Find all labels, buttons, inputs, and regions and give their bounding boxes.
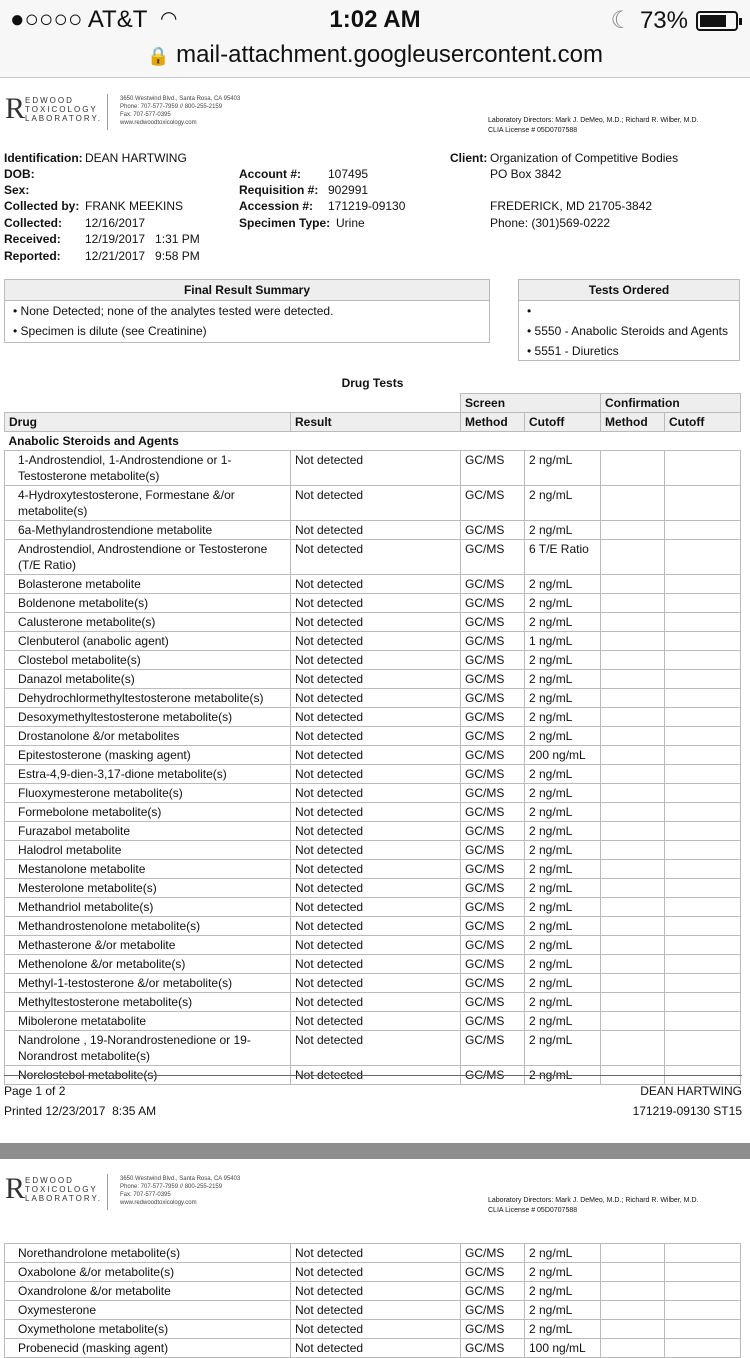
table-row [5, 521, 741, 540]
screen-cutoff: 2 ng/mL [525, 1301, 601, 1320]
screen-method: GC/MS [461, 708, 525, 727]
screen-method: GC/MS [461, 879, 525, 898]
screen-cutoff: 2 ng/mL [525, 727, 601, 746]
drug-result: Not detected [291, 1320, 461, 1339]
confirm-cutoff [665, 936, 741, 955]
drug-name: Androstendiol, Androstendione or Testosterone (T/E Ratio) [5, 540, 291, 575]
screen-cutoff: 2 ng/mL [525, 1320, 601, 1339]
table-row [5, 1244, 741, 1263]
confirm-method [601, 917, 665, 936]
battery-icon [696, 11, 738, 31]
pdf-document[interactable] [0, 79, 750, 1355]
drug-result: Not detected [291, 1244, 461, 1263]
confirm-method [601, 521, 665, 540]
drug-results-table [4, 393, 741, 1085]
screen-method: GC/MS [461, 1339, 525, 1358]
col-screen-cutoff: Cutoff [525, 413, 601, 432]
col-confirm-method: Method [601, 413, 665, 432]
drug-result: Not detected [291, 841, 461, 860]
confirm-method [601, 1263, 665, 1282]
confirm-method [601, 689, 665, 708]
screen-cutoff: 2 ng/mL [525, 974, 601, 993]
screen-method: GC/MS [461, 841, 525, 860]
screen-method: GC/MS [461, 1320, 525, 1339]
drug-result: Not detected [291, 879, 461, 898]
screen-method: GC/MS [461, 746, 525, 765]
table-row [5, 689, 741, 708]
screen-cutoff: 2 ng/mL [525, 898, 601, 917]
lab-directors: Laboratory Directors: Mark J. DeMeo, M.D.; Richard R. Wilber, M.D. CLIA License # 05D0707588 [488, 1197, 699, 1214]
drug-name: 4-Hydroxytestosterone, Formestane &/or metabolite(s) [5, 486, 291, 521]
confirm-method [601, 898, 665, 917]
drug-result: Not detected [291, 955, 461, 974]
screen-method: GC/MS [461, 1244, 525, 1263]
wifi-icon: ◠ [160, 8, 178, 30]
drug-name: Norclostebol metabolite(s) [5, 1066, 291, 1085]
table-row [5, 575, 741, 594]
confirm-method [601, 955, 665, 974]
screen-cutoff: 2 ng/mL [525, 521, 601, 540]
confirm-cutoff [665, 1320, 741, 1339]
confirmation-header: Confirmation [601, 394, 741, 413]
screen-cutoff: 2 ng/mL [525, 689, 601, 708]
drug-tests-title: Drug Tests [341, 376, 404, 390]
confirm-cutoff [665, 746, 741, 765]
screen-cutoff: 2 ng/mL [525, 486, 601, 521]
drug-result: Not detected [291, 613, 461, 632]
table-row [5, 746, 741, 765]
drug-result: Not detected [291, 1012, 461, 1031]
screen-cutoff: 2 ng/mL [525, 993, 601, 1012]
drug-name: Methyl-1-testosterone &/or metabolite(s) [5, 974, 291, 993]
drug-result: Not detected [291, 651, 461, 670]
screen-cutoff: 2 ng/mL [525, 670, 601, 689]
tests-ordered-item: • 5550 - Anabolic Steroids and Agents [527, 324, 729, 338]
screen-method: GC/MS [461, 917, 525, 936]
address-bar[interactable] [0, 40, 750, 78]
patient-name: DEAN HARTWING [85, 151, 187, 165]
lab-header [0, 1159, 750, 1243]
screen-method: GC/MS [461, 1031, 525, 1066]
drug-name: Formebolone metabolite(s) [5, 803, 291, 822]
confirm-cutoff [665, 765, 741, 784]
drug-name: Clenbuterol (anabolic agent) [5, 632, 291, 651]
confirm-method [601, 1301, 665, 1320]
drug-results-table-continued [4, 1243, 741, 1358]
drug-name: 6a-Methylandrostendione metabolite [5, 521, 291, 540]
confirm-method [601, 651, 665, 670]
drug-result: Not detected [291, 727, 461, 746]
table-row [5, 651, 741, 670]
confirm-method [601, 1282, 665, 1301]
summary-item: • Specimen is dilute (see Creatinine) [13, 324, 207, 338]
screen-cutoff: 2 ng/mL [525, 955, 601, 974]
table-row [5, 632, 741, 651]
confirm-method [601, 670, 665, 689]
screen-cutoff: 2 ng/mL [525, 451, 601, 486]
screen-cutoff: 2 ng/mL [525, 1012, 601, 1031]
drug-result: Not detected [291, 860, 461, 879]
confirm-cutoff [665, 727, 741, 746]
drug-name: Oxymetholone metabolite(s) [5, 1320, 291, 1339]
clock: 1:02 AM [329, 6, 421, 33]
drug-result: Not detected [291, 451, 461, 486]
table-row [5, 727, 741, 746]
table-row [5, 765, 741, 784]
drug-result: Not detected [291, 708, 461, 727]
screen-method: GC/MS [461, 670, 525, 689]
drug-result: Not detected [291, 917, 461, 936]
screen-cutoff: 2 ng/mL [525, 1263, 601, 1282]
drug-result: Not detected [291, 898, 461, 917]
patient-info: Identification: DEAN HARTWING DOB: Sex: Collected by: FRANK MEEKINS Collected: 12/16/2017 Received: 12/19/2017 1:31 PM Reported: 12/21/2017 9:58 PM Account #: 107495 Requisition #: 902991 Accession #: 171219-09130 Specimen Type: Urine Client: Organization of Competitive Bodies PO Box 3842 FREDERICK, MD 21705-3842 Phone: (301)569-0222 [4, 151, 679, 263]
screen-cutoff: 2 ng/mL [525, 841, 601, 860]
drug-result: Not detected [291, 1066, 461, 1085]
screen-method: GC/MS [461, 1012, 525, 1031]
confirm-cutoff [665, 803, 741, 822]
table-row [5, 955, 741, 974]
screen-method: GC/MS [461, 575, 525, 594]
table-row [5, 594, 741, 613]
drug-name: Mibolerone metatabolite [5, 1012, 291, 1031]
screen-method: GC/MS [461, 689, 525, 708]
confirm-method [601, 613, 665, 632]
screen-cutoff: 2 ng/mL [525, 1066, 601, 1085]
moon-icon: ☾ [610, 7, 632, 34]
drug-result: Not detected [291, 575, 461, 594]
confirm-method [601, 784, 665, 803]
col-screen-method: Method [461, 413, 525, 432]
table-row [5, 917, 741, 936]
screen-cutoff: 2 ng/mL [525, 879, 601, 898]
confirm-method [601, 993, 665, 1012]
confirm-method [601, 540, 665, 575]
tests-ordered: Tests Ordered • • 5550 - Anabolic Steroids and Agents • 5551 - Diuretics [518, 279, 740, 361]
screen-method: GC/MS [461, 955, 525, 974]
confirm-cutoff [665, 955, 741, 974]
screen-method: GC/MS [461, 651, 525, 670]
screen-cutoff: 2 ng/mL [525, 613, 601, 632]
table-row [5, 879, 741, 898]
confirm-cutoff [665, 1244, 741, 1263]
table-row [5, 613, 741, 632]
screen-method: GC/MS [461, 860, 525, 879]
confirm-cutoff [665, 540, 741, 575]
screen-method: GC/MS [461, 993, 525, 1012]
confirm-method [601, 746, 665, 765]
drug-name: Epitestosterone (masking agent) [5, 746, 291, 765]
confirm-cutoff [665, 632, 741, 651]
confirm-cutoff [665, 917, 741, 936]
table-row [5, 784, 741, 803]
drug-name: Boldenone metabolite(s) [5, 594, 291, 613]
drug-name: Methasterone &/or metabolite [5, 936, 291, 955]
drug-name: Methenolone &/or metabolite(s) [5, 955, 291, 974]
table-row [5, 993, 741, 1012]
table-row [5, 1320, 741, 1339]
confirm-method [601, 1031, 665, 1066]
tests-ordered-item: • 5551 - Diuretics [527, 344, 619, 358]
confirm-method [601, 974, 665, 993]
screen-cutoff: 2 ng/mL [525, 917, 601, 936]
drug-name: Oxandrolone &/or metabolite [5, 1282, 291, 1301]
confirm-cutoff [665, 1282, 741, 1301]
confirm-cutoff [665, 1301, 741, 1320]
drug-result: Not detected [291, 486, 461, 521]
lab-header [0, 79, 750, 149]
drug-result: Not detected [291, 936, 461, 955]
confirm-cutoff [665, 575, 741, 594]
confirm-cutoff [665, 451, 741, 486]
confirm-cutoff [665, 651, 741, 670]
screen-cutoff: 2 ng/mL [525, 1282, 601, 1301]
confirm-cutoff [665, 689, 741, 708]
confirm-method [601, 936, 665, 955]
drug-name: Dehydrochlormethyltestosterone metabolite(s) [5, 689, 291, 708]
drug-name: Calusterone metabolite(s) [5, 613, 291, 632]
screen-cutoff: 2 ng/mL [525, 1244, 601, 1263]
confirm-cutoff [665, 993, 741, 1012]
summary-item: • None Detected; none of the analytes tested were detected. [13, 304, 334, 318]
confirm-method [601, 1244, 665, 1263]
table-row [5, 841, 741, 860]
lab-address: 3650 Westwind Blvd., Santa Rosa, CA 95403 Phone: 707-577-7959 // 800-255-2159 Fax: 707-577-0395 www.redwoodtoxicology.com [120, 1176, 241, 1206]
drug-name: Halodrol metabolite [5, 841, 291, 860]
confirm-cutoff [665, 898, 741, 917]
table-row [5, 898, 741, 917]
drug-name: Probenecid (masking agent) [5, 1339, 291, 1358]
table-row [5, 1031, 741, 1066]
drug-name: Mesterolone metabolite(s) [5, 879, 291, 898]
report-page-2 [0, 1159, 750, 1355]
confirm-method [601, 727, 665, 746]
confirm-cutoff [665, 1031, 741, 1066]
screen-header: Screen [461, 394, 601, 413]
screen-method: GC/MS [461, 974, 525, 993]
table-row [5, 486, 741, 521]
carrier-signal: ●○○○○ AT&T [10, 6, 148, 33]
screen-method: GC/MS [461, 1282, 525, 1301]
screen-cutoff: 2 ng/mL [525, 822, 601, 841]
drug-result: Not detected [291, 974, 461, 993]
table-row [5, 860, 741, 879]
drug-name: Methandrostenolone metabolite(s) [5, 917, 291, 936]
confirm-cutoff [665, 879, 741, 898]
table-row [5, 540, 741, 575]
screen-method: GC/MS [461, 613, 525, 632]
drug-name: Norethandrolone metabolite(s) [5, 1244, 291, 1263]
confirm-cutoff [665, 670, 741, 689]
confirm-method [601, 1012, 665, 1031]
screen-method: GC/MS [461, 486, 525, 521]
confirm-cutoff [665, 860, 741, 879]
confirm-cutoff [665, 594, 741, 613]
screen-cutoff: 2 ng/mL [525, 860, 601, 879]
drug-result: Not detected [291, 540, 461, 575]
table-row [5, 822, 741, 841]
screen-method: GC/MS [461, 521, 525, 540]
table-row [5, 974, 741, 993]
screen-cutoff: 2 ng/mL [525, 651, 601, 670]
confirm-cutoff [665, 974, 741, 993]
screen-cutoff: 2 ng/mL [525, 765, 601, 784]
tests-ordered-item: • [527, 304, 532, 318]
drug-result: Not detected [291, 803, 461, 822]
screen-cutoff: 2 ng/mL [525, 708, 601, 727]
status-right [610, 6, 738, 35]
drug-result: Not detected [291, 594, 461, 613]
screen-cutoff: 2 ng/mL [525, 936, 601, 955]
screen-method: GC/MS [461, 1066, 525, 1085]
drug-name: Methyltestosterone metabolite(s) [5, 993, 291, 1012]
confirm-cutoff [665, 1012, 741, 1031]
drug-name: Estra-4,9-dien-3,17-dione metabolite(s) [5, 765, 291, 784]
col-confirm-cutoff: Cutoff [665, 413, 741, 432]
confirm-cutoff [665, 1339, 741, 1358]
screen-method: GC/MS [461, 822, 525, 841]
table-row [5, 1339, 741, 1358]
confirm-method [601, 765, 665, 784]
drug-name: 1-Androstendiol, 1-Androstendione or 1-Testosterone metabolite(s) [5, 451, 291, 486]
table-row [5, 670, 741, 689]
battery-percent: 73% [639, 6, 688, 34]
confirm-method [601, 1320, 665, 1339]
confirm-method [601, 1339, 665, 1358]
confirm-cutoff [665, 784, 741, 803]
url-text[interactable]: mail-attachment.googleusercontent.com [176, 41, 603, 68]
report-page-1 [0, 79, 750, 1143]
drug-result: Not detected [291, 1282, 461, 1301]
col-drug: Drug [5, 413, 291, 432]
drug-result: Not detected [291, 822, 461, 841]
drug-result: Not detected [291, 993, 461, 1012]
drug-name: Danazol metabolite(s) [5, 670, 291, 689]
confirm-method [601, 486, 665, 521]
confirm-method [601, 594, 665, 613]
drug-name: Methandriol metabolite(s) [5, 898, 291, 917]
table-row [5, 803, 741, 822]
screen-method: GC/MS [461, 765, 525, 784]
drug-result: Not detected [291, 1339, 461, 1358]
drug-result: Not detected [291, 1263, 461, 1282]
drug-result: Not detected [291, 689, 461, 708]
screen-method: GC/MS [461, 632, 525, 651]
screen-cutoff: 2 ng/mL [525, 594, 601, 613]
screen-method: GC/MS [461, 803, 525, 822]
confirm-cutoff [665, 521, 741, 540]
screen-method: GC/MS [461, 936, 525, 955]
confirm-method [601, 822, 665, 841]
confirm-cutoff [665, 822, 741, 841]
screen-cutoff: 200 ng/mL [525, 746, 601, 765]
drug-name: Desoxymethyltestosterone metabolite(s) [5, 708, 291, 727]
drug-name: Bolasterone metabolite [5, 575, 291, 594]
screen-cutoff: 2 ng/mL [525, 803, 601, 822]
confirm-method [601, 841, 665, 860]
lab-logo: R EDWOOD TOXICOLOGY LABORATORY. [5, 92, 102, 125]
screen-cutoff: 2 ng/mL [525, 784, 601, 803]
lab-address: 3650 Westwind Blvd., Santa Rosa, CA 95403 Phone: 707-577-7959 // 800-255-2159 Fax: 707-577-0395 www.redwoodtoxicology.com [120, 96, 241, 126]
final-result-summary: Final Result Summary • None Detected; none of the analytes tested were detected. • Specimen is dilute (see Creatinine) [4, 279, 490, 343]
drug-group-heading: Anabolic Steroids and Agents [5, 432, 741, 451]
drug-name: Clostebol metabolite(s) [5, 651, 291, 670]
screen-method: GC/MS [461, 451, 525, 486]
table-row [5, 1282, 741, 1301]
confirm-method [601, 708, 665, 727]
drug-result: Not detected [291, 670, 461, 689]
screen-method: GC/MS [461, 1263, 525, 1282]
col-result: Result [291, 413, 461, 432]
status-bar [0, 0, 750, 40]
screen-cutoff: 2 ng/mL [525, 575, 601, 594]
screen-cutoff: 6 T/E Ratio [525, 540, 601, 575]
drug-name: Oxymesterone [5, 1301, 291, 1320]
confirm-cutoff [665, 708, 741, 727]
screen-method: GC/MS [461, 727, 525, 746]
screen-cutoff: 2 ng/mL [525, 1031, 601, 1066]
drug-name: Oxabolone &/or metabolite(s) [5, 1263, 291, 1282]
confirm-cutoff [665, 1263, 741, 1282]
drug-name: Drostanolone &/or metabolites [5, 727, 291, 746]
screen-method: GC/MS [461, 898, 525, 917]
lab-directors: Laboratory Directors: Mark J. DeMeo, M.D.; Richard R. Wilber, M.D. CLIA License # 05D0707588 [488, 117, 699, 134]
confirm-method [601, 575, 665, 594]
drug-result: Not detected [291, 1301, 461, 1320]
confirm-method [601, 451, 665, 486]
drug-result: Not detected [291, 784, 461, 803]
confirm-method [601, 860, 665, 879]
drug-result: Not detected [291, 1031, 461, 1066]
drug-name: Fluoxymesterone metabolite(s) [5, 784, 291, 803]
confirm-cutoff [665, 486, 741, 521]
drug-result: Not detected [291, 632, 461, 651]
screen-cutoff: 1 ng/mL [525, 632, 601, 651]
screen-method: GC/MS [461, 540, 525, 575]
lab-logo: R EDWOOD TOXICOLOGY LABORATORY. [5, 1172, 102, 1205]
confirm-method [601, 879, 665, 898]
table-row [5, 1012, 741, 1031]
page-footer: Page 1 of 2 Printed 12/23/2017 8:35 AM DEAN HARTWING 171219-09130 ST15 [4, 1075, 742, 1135]
screen-method: GC/MS [461, 1301, 525, 1320]
drug-name: Mestanolone metabolite [5, 860, 291, 879]
table-row [5, 1263, 741, 1282]
table-row [5, 708, 741, 727]
confirm-method [601, 803, 665, 822]
screen-method: GC/MS [461, 594, 525, 613]
drug-result: Not detected [291, 765, 461, 784]
table-row [5, 451, 741, 486]
screen-cutoff: 100 ng/mL [525, 1339, 601, 1358]
screen-method: GC/MS [461, 784, 525, 803]
lock-icon: 🔒 [147, 46, 170, 66]
drug-result: Not detected [291, 521, 461, 540]
confirm-cutoff [665, 613, 741, 632]
table-row [5, 936, 741, 955]
drug-name: Furazabol metabolite [5, 822, 291, 841]
table-row [5, 1301, 741, 1320]
drug-result: Not detected [291, 746, 461, 765]
drug-name: Nandrolone , 19-Norandrostenedione or 19-Norandrost metabolite(s) [5, 1031, 291, 1066]
confirm-cutoff [665, 841, 741, 860]
page-separator [0, 1143, 750, 1159]
confirm-method [601, 632, 665, 651]
